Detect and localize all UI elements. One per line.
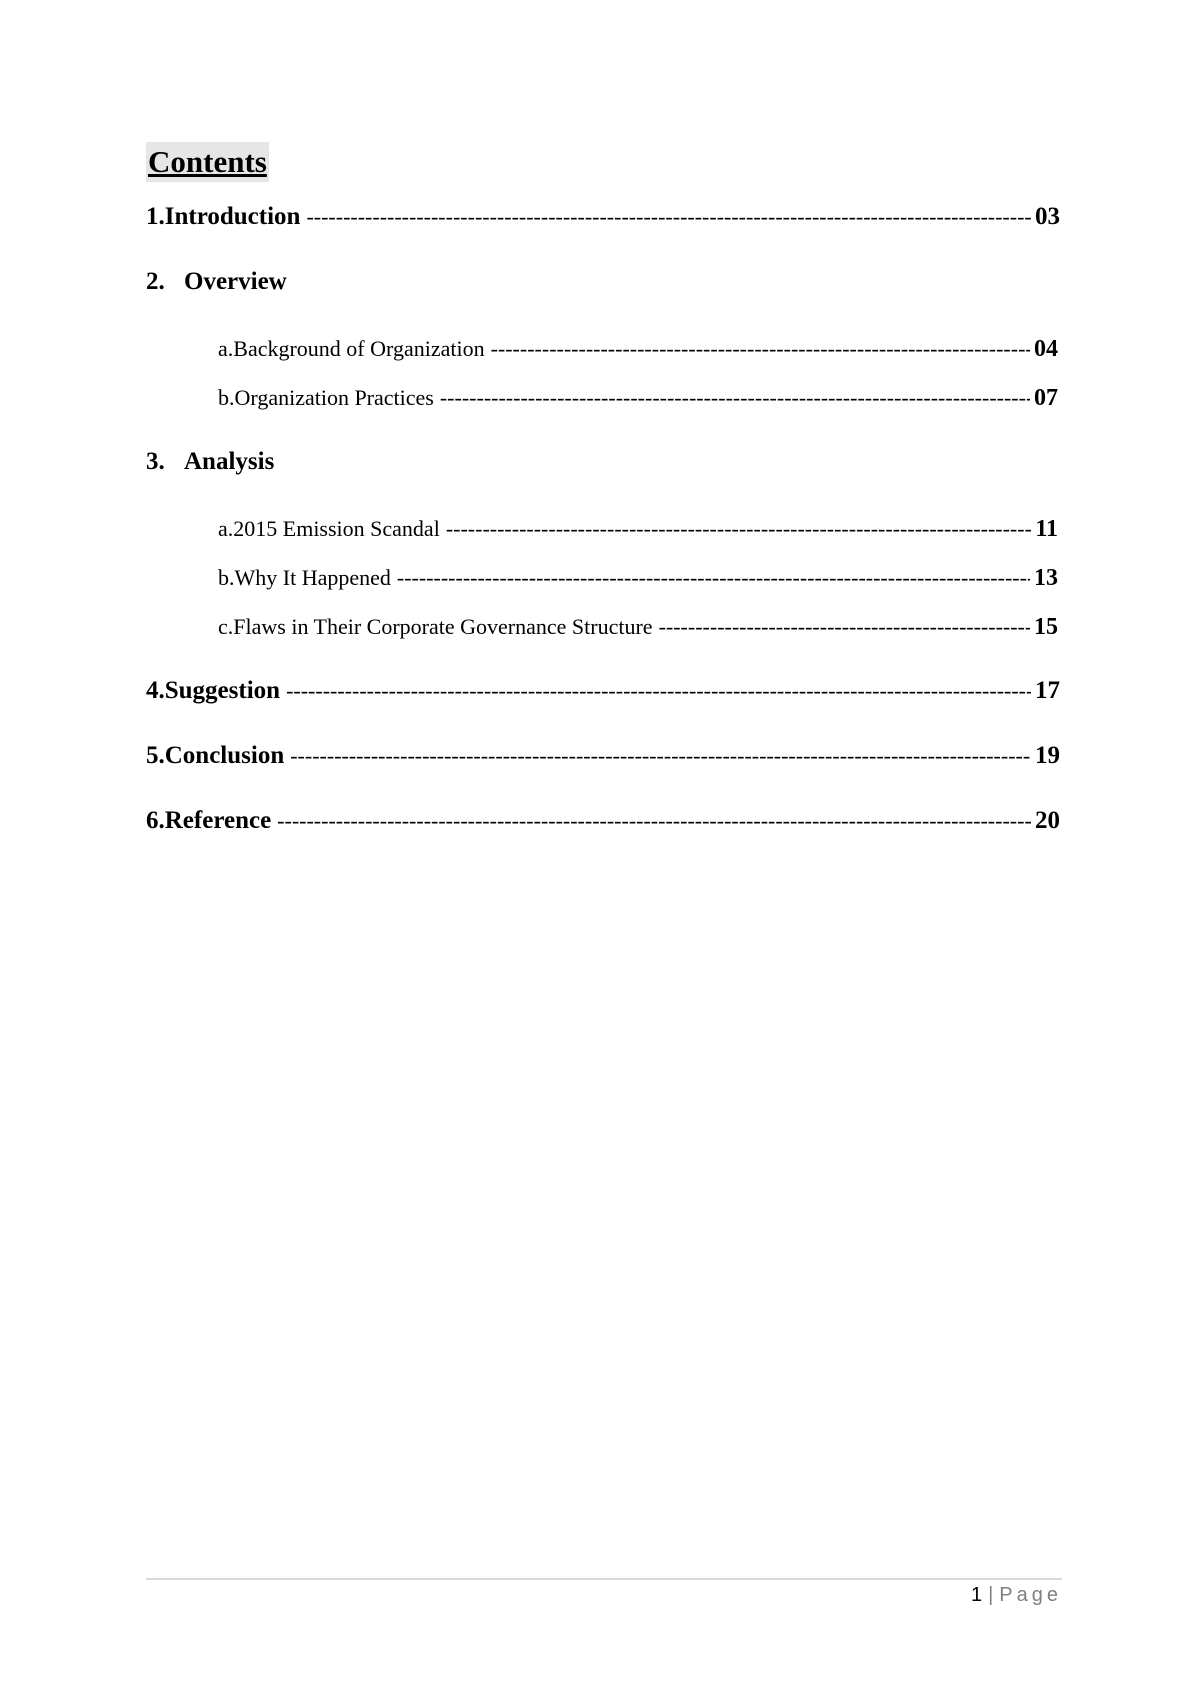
footer-divider [146, 1578, 1062, 1580]
toc-entry-number: 6. [146, 807, 165, 834]
toc-entry-label: Analysis [184, 448, 275, 475]
toc-entry-background-of-organization[interactable] [218, 336, 1058, 363]
toc-entry-2015-emission-scandal[interactable] [218, 516, 1058, 543]
toc-entry-label: Overview [184, 268, 287, 295]
toc-entry-number: 2. [146, 268, 165, 295]
footer-page-word: Page [999, 1584, 1062, 1606]
toc-entry-label: 2015 Emission Scandal [233, 516, 440, 541]
toc-entry-label: Conclusion [164, 742, 285, 769]
toc-entry-page: 03 [1035, 203, 1060, 230]
toc-dot-leader [440, 385, 1030, 411]
toc-entry-number: 1. [146, 203, 165, 230]
toc-entry-conclusion[interactable] [146, 742, 1060, 770]
toc-entry-reference[interactable] [146, 807, 1060, 835]
toc-entry-label: Organization Practices [234, 385, 434, 410]
toc-entry-page: 20 [1035, 807, 1060, 834]
toc-entry-page: 13 [1034, 565, 1058, 591]
toc-entry-analysis[interactable] [146, 448, 1060, 476]
toc-entry-label: Flaws in Their Corporate Governance Structure [233, 614, 653, 639]
toc-entry-why-it-happened[interactable] [218, 565, 1058, 592]
toc-entry-number: 5. [146, 742, 165, 769]
page-footer [971, 1584, 1062, 1607]
toc-entry-flaws-in-corporate-governance[interactable] [218, 614, 1058, 641]
toc-dot-leader [659, 614, 1030, 640]
toc-dot-leader [286, 678, 1031, 704]
toc-entry-page: 17 [1035, 677, 1060, 704]
toc-entry-introduction[interactable] [146, 203, 1060, 231]
toc-entry-label: Introduction [164, 203, 301, 230]
toc-entry-page: 15 [1034, 614, 1058, 640]
toc-entry-number: b. [218, 385, 235, 410]
toc-entry-overview[interactable] [146, 268, 1060, 296]
toc-entry-label: Suggestion [164, 677, 281, 704]
footer-page-number: 1 [970, 1584, 983, 1606]
toc-dot-leader [277, 808, 1031, 834]
toc-entry-label: Reference [164, 807, 272, 834]
toc-entry-number: a. [218, 516, 234, 541]
toc-entry-page: 04 [1034, 336, 1058, 362]
toc-dot-leader [290, 743, 1031, 769]
toc-entry-label: Background of Organization [233, 336, 485, 361]
toc-entry-label: Why It Happened [234, 565, 391, 590]
toc-entry-page: 07 [1034, 385, 1058, 411]
toc-entry-organization-practices[interactable] [218, 385, 1058, 412]
toc-entry-number: c. [218, 614, 234, 639]
toc-entry-number: 4. [146, 677, 165, 704]
toc-entry-number: a. [218, 336, 234, 361]
toc-dot-leader [446, 516, 1032, 542]
toc-dot-leader [491, 336, 1030, 362]
toc-dot-leader [306, 204, 1031, 230]
toc-entry-page: 19 [1035, 742, 1060, 769]
footer-separator: | [988, 1584, 994, 1606]
toc-entry-number: 3. [146, 448, 165, 475]
toc-entry-suggestion[interactable] [146, 677, 1060, 705]
toc-entry-page: 11 [1035, 516, 1058, 542]
toc-title: Contents [146, 142, 269, 182]
toc-dot-leader [397, 565, 1030, 591]
toc-entry-number: b. [218, 565, 235, 590]
